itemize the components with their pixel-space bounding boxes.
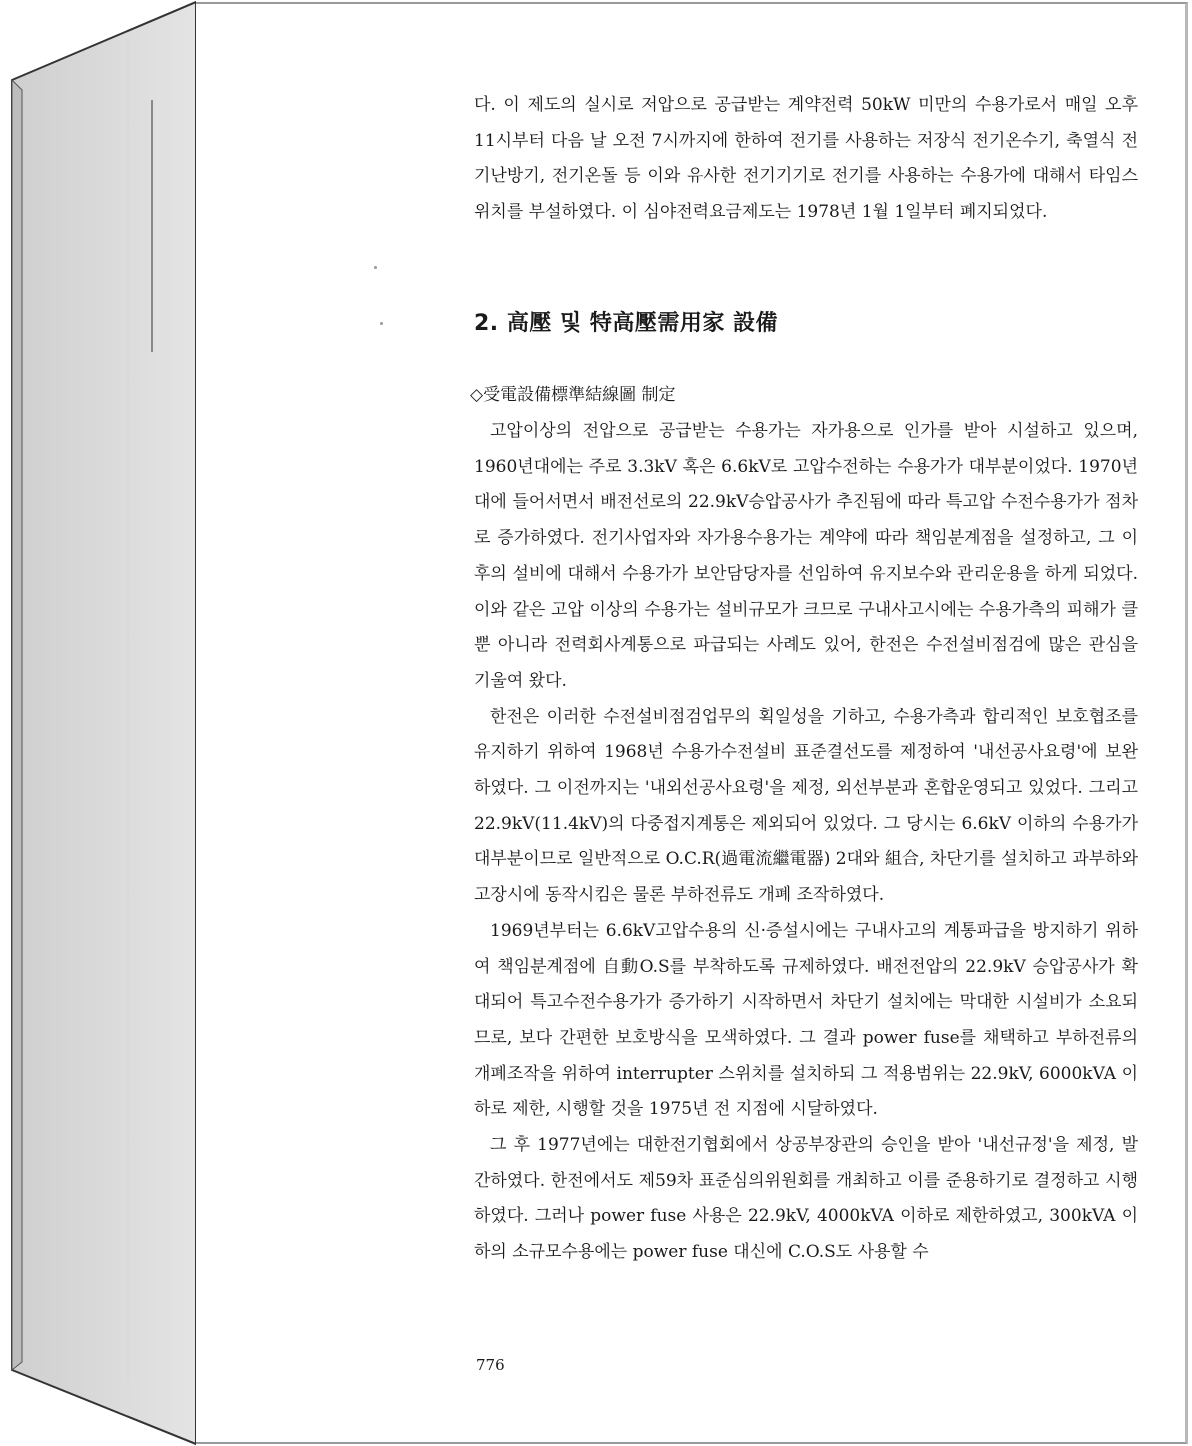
page-number: 776 bbox=[476, 1356, 505, 1374]
section-heading: 2. 高壓 및 特高壓需用家 設備 bbox=[474, 311, 779, 336]
body-paragraph: 그 후 1977년에는 대한전기협회에서 상공부장관의 승인을 받아 '내선규정'을 제정, 발간하였다. 한전에서도 제59차 표준심의위원회를 개최하고 이를 준용하기로 결정하고 시행하였다. 그러나 power fuse 사용은 22.9kV, 4000kVA 이하로 제한하였고, 300kVA 이하의 소규모수용에는 power fuse 대신에 C.O.S도 사용할 수 bbox=[474, 1135, 1138, 1263]
body-text bbox=[474, 414, 1138, 1271]
intro-block bbox=[474, 88, 1138, 230]
intro-paragraph: 다. 이 제도의 실시로 저압으로 공급받는 계약전력 50kW 미만의 수용가로서 매일 오후 11시부터 다음 날 오전 7시까지에 한하여 전기를 사용하는 저장식 전기온수기, 축열식 전기난방기, 전기온돌 등 이와 유사한 전기기기로 전기를 사용하는 수용가에 대해서 타임스위치를 부설하였다. 이 심야전력요금제도는 1978년 1월 1일부터 폐지되었다. bbox=[474, 95, 1138, 222]
body-paragraph: 1969년부터는 6.6kV고압수용의 신·증설시에는 구내사고의 계통파급을 방지하기 위하여 책임분계점에 自動O.S를 부착하도록 규제하였다. 배전전압의 22.9kV 승압공사가 확대되어 특고수전수용가가 증가하기 시작하면서 차단기 설치에는 막대한 시설비가 소요되므로, 보다 간편한 보호방식을 모색하였다. 그 결과 power fuse를 채택하고 부하전류의 개폐조작을 위하여 interrupter 스위치를 설치하되 그 적용범위는 22.9kV, 6000kVA 이하로 제한, 시행할 것을 1975년 전 지점에 시달하였다. bbox=[474, 920, 1138, 1120]
body-paragraph: 고압이상의 전압으로 공급받는 수용가는 자가용으로 인가를 받아 시설하고 있으며, 1960년대에는 주로 3.3kV 혹은 6.6kV로 고압수전하는 수용가가 대부분이었다. 1970년대에 들어서면서 배전선로의 22.9kV승압공사가 추진됨에 따라 특고압 수전수용가가 점차로 증가하였다. 전기사업자와 자가용수용가는 계약에 따라 책임분계점을 설정하고, 그 이후의 설비에 대해서 수용가가 보안담당자를 선임하여 유지보수와 관리운용을 하게 되었다. 이와 같은 고압 이상의 수용가는 설비규모가 크므로 구내사고시에는 수용가측의 피해가 클 뿐 아니라 전력회사계통으로 파급되는 사례도 있어, 한전은 수전설비점검에 많은 관심을 기울여 왔다. bbox=[474, 421, 1138, 691]
book-spine-drawing bbox=[0, 0, 196, 1446]
subheading: ◇受電設備標準結線圖 制定 bbox=[470, 385, 676, 405]
book-spine bbox=[0, 0, 196, 1446]
scan-speck bbox=[374, 266, 377, 269]
scan-speck bbox=[380, 322, 383, 325]
body-paragraph: 한전은 이러한 수전설비점검업무의 획일성을 기하고, 수용가측과 합리적인 보호협조를 유지하기 위하여 1968년 수용가수전설비 표준결선도를 제정하여 '내선공사요령'에 보완하였다. 그 이전까지는 '내외선공사요령'을 제정, 외선부분과 혼합운영되고 있었다. 그리고 22.9kV(11.4kV)의 다중접지계통은 제외되어 있었다. 그 당시는 6.6kV 이하의 수용가가 대부분이므로 일반적으로 O.C.R(過電流繼電器) 2대와 組合, 차단기를 설치하고 과부하와 고장시에 동작시킴은 물론 부하전류도 개폐 조작하였다. bbox=[474, 706, 1138, 906]
